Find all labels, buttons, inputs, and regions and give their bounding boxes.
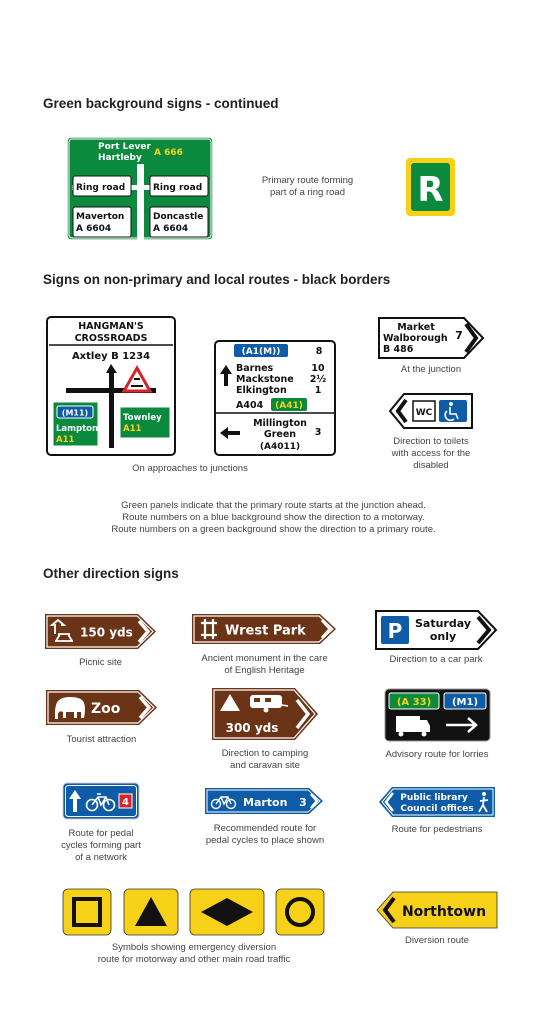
market-distance: 7 xyxy=(455,329,463,342)
a1m-label: (A1(M)) xyxy=(241,347,281,357)
section-heading-green: Green background signs - continued xyxy=(43,96,279,111)
toilets-caption: Direction to toilets with access for the disabled xyxy=(391,436,471,471)
zoo-sign xyxy=(44,688,159,727)
a1m-distance: 8 xyxy=(315,346,323,357)
pedestrian-caption: Route for pedestrians xyxy=(391,824,483,835)
picnic-distance: 150 yds xyxy=(80,625,133,640)
ring-letter: R xyxy=(417,170,444,210)
hangman-title-2: CROSSROADS xyxy=(74,333,148,344)
ring-road-caption: Primary route forming part of a ring road xyxy=(261,175,354,198)
junction-caption: At the junction xyxy=(400,364,462,375)
zoo-label: Zoo xyxy=(91,701,121,717)
section-heading-nonprimary: Signs on non-primary and local routes - black borders xyxy=(43,272,391,287)
cycle-network-sign xyxy=(62,782,140,820)
lorry-m1: (M1) xyxy=(451,697,479,708)
ring-road-right-label: Ring road xyxy=(153,183,203,193)
diversion-square-symbol xyxy=(62,888,112,936)
millington-distance: 3 xyxy=(314,427,322,438)
diversion-symbols-caption: Symbols showing emergency diversion route for motorway and other main road traffic xyxy=(97,942,291,965)
townley-label: Townley xyxy=(123,413,162,423)
elkington-label: Elkington xyxy=(236,385,287,396)
junction-notes: Green panels indicate that the primary route starts at the junction ahead. Route numbers on a blue background show the direction to a motorway. Route numbers on a green background show the direction to a primary route. xyxy=(111,500,436,535)
mackstone-distance: 2½ xyxy=(309,374,327,385)
destination-doncastle: Doncastle xyxy=(153,212,204,222)
parking-label-1: Saturday xyxy=(415,617,471,630)
diversion-triangle-symbol xyxy=(123,888,179,936)
stack-direction-sign xyxy=(214,340,336,456)
lorry-caption: Advisory route for lorries xyxy=(385,749,489,760)
barnes-label: Barnes xyxy=(236,363,274,374)
marton-cycle-sign xyxy=(203,786,325,816)
picnic-site-sign xyxy=(43,612,158,651)
wc-label: WC xyxy=(415,408,433,418)
route-doncastle: A 6604 xyxy=(153,224,189,234)
northtown-label: Northtown xyxy=(401,904,487,920)
wrest-park-label: Wrest Park xyxy=(225,623,306,639)
lorry-a33: (A 33) xyxy=(396,697,432,708)
hangmans-crossroads-sign xyxy=(46,316,176,456)
marton-caption: Recommended route for pedal cycles to place shown xyxy=(205,823,325,846)
car-park-sign xyxy=(374,609,498,651)
lampton-route: A11 xyxy=(56,435,75,445)
ahead-axtley: Axtley B 1234 xyxy=(71,351,151,362)
camping-distance: 300 yds xyxy=(225,721,279,735)
route-maverton: A 6604 xyxy=(76,224,112,234)
destination-port-lever: Port Lever xyxy=(98,142,151,152)
car-park-caption: Direction to a car park xyxy=(389,654,483,665)
destination-maverton: Maverton xyxy=(76,212,125,222)
hangman-title-1: HANGMAN'S xyxy=(78,321,144,332)
parking-label-2: only xyxy=(429,630,457,643)
northtown-diversion-sign xyxy=(375,890,499,930)
pedestrian-label-1: Public library xyxy=(400,793,468,803)
barnes-distance: 10 xyxy=(311,363,325,374)
northtown-caption: Diversion route xyxy=(405,935,469,946)
marton-label: Marton xyxy=(243,796,288,809)
wrest-park-sign xyxy=(190,612,338,646)
market-label-2: Walborough xyxy=(383,333,448,344)
elkington-distance: 1 xyxy=(314,385,322,396)
diversion-circle-symbol xyxy=(275,888,325,936)
zoo-caption: Tourist attraction xyxy=(66,734,137,745)
ring-road-r-sign xyxy=(405,157,456,217)
a404-label: A404 xyxy=(236,400,264,411)
lampton-label: Lampton xyxy=(56,424,99,434)
parking-p-icon: P xyxy=(387,619,403,643)
millington-label-2: Green xyxy=(263,429,297,440)
camping-sign xyxy=(210,686,320,742)
market-route: B 486 xyxy=(383,344,414,355)
destination-hartleby: Hartleby xyxy=(98,153,142,163)
picnic-caption: Picnic site xyxy=(79,657,122,668)
diversion-diamond-symbol xyxy=(189,888,265,936)
millington-route: (A4011) xyxy=(259,442,301,452)
primary-route-junction-sign xyxy=(66,136,214,241)
wrest-park-caption: Ancient monument in the care of English Heritage xyxy=(201,653,328,676)
route-a666: A 666 xyxy=(154,148,183,158)
toilets-sign xyxy=(388,392,474,430)
townley-route: A11 xyxy=(123,424,142,434)
section-heading-other: Other direction signs xyxy=(43,566,179,581)
pedestrian-label-2: Council offices xyxy=(400,804,474,814)
camping-caption: Direction to camping and caravan site xyxy=(221,748,309,771)
cycle-network-caption: Route for pedal cycles forming part of a network xyxy=(61,828,141,863)
millington-label-1: Millington xyxy=(253,418,307,429)
m11-label: (M11) xyxy=(61,408,89,418)
ring-road-left-label: Ring road xyxy=(76,183,126,193)
approaches-caption: On approaches to junctions xyxy=(132,463,248,474)
cycle-route-number: 4 xyxy=(122,797,129,808)
pedestrian-route-sign xyxy=(377,785,497,819)
marton-distance: 3 xyxy=(299,796,307,809)
market-walborough-sign xyxy=(376,316,486,360)
lorry-route-sign xyxy=(384,688,491,742)
mackstone-label: Mackstone xyxy=(236,374,294,385)
market-label-1: Market xyxy=(397,322,435,333)
a41-label: (A41) xyxy=(275,401,303,411)
